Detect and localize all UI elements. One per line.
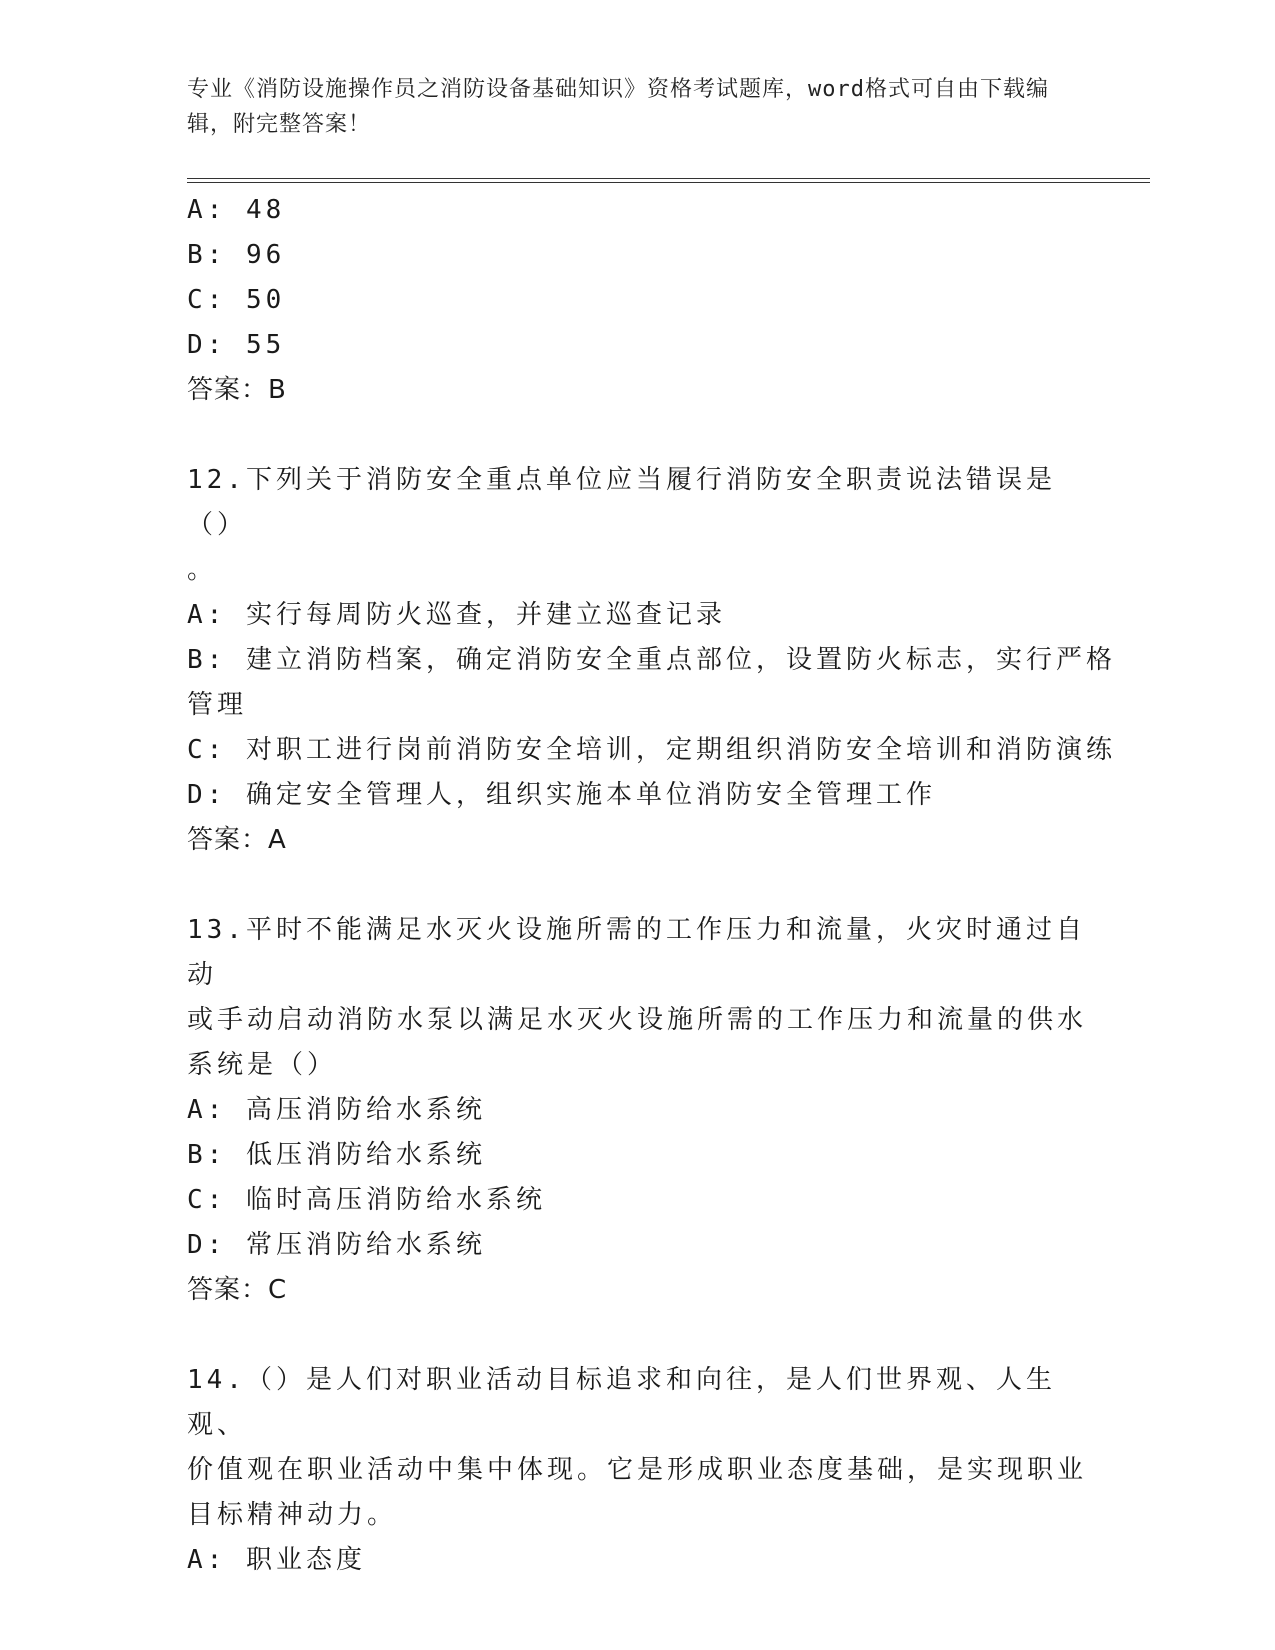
- option-c: C: 对职工进行岗前消防安全培训，定期组织消防安全培训和消防演练: [187, 735, 1116, 765]
- answer-line: 答案：B: [187, 375, 287, 405]
- question-stem: 12.下列关于消防安全重点单位应当履行消防安全职责说法错误是（）: [187, 465, 1056, 540]
- option-d: D: 55: [187, 330, 286, 360]
- question-11: [187, 188, 1087, 413]
- option-d: D: 确定安全管理人，组织实施本单位消防安全管理工作: [187, 780, 936, 810]
- option-b: B: 96: [187, 240, 286, 270]
- header-rule-bottom: [187, 182, 1150, 183]
- answer-line: 答案：C: [187, 1275, 288, 1305]
- page-header: 专业《消防设施操作员之消防设备基础知识》资格考试题库，word格式可自由下载编辑，附完整答案！: [187, 77, 1049, 137]
- answer-line: 答案：A: [187, 825, 287, 855]
- option-b-continued: 管理: [187, 690, 248, 720]
- option-b: B: 建立消防档案，确定消防安全重点部位，设置防火标志，实行严格: [187, 645, 1116, 675]
- option-b: B: 低压消防给水系统: [187, 1140, 486, 1170]
- question-stem-continued: 。: [187, 555, 218, 585]
- question-list: [187, 188, 1116, 1583]
- question-stem-continued: 价值观在职业活动中集中体现。它是形成职业态度基础，是实现职业: [187, 1455, 1088, 1485]
- option-a: A: 职业态度: [187, 1545, 366, 1575]
- option-c: C: 50: [187, 285, 286, 315]
- question-stem-continued: 或手动启动消防水泵以满足水灭火设施所需的工作压力和流量的供水: [187, 1005, 1088, 1035]
- option-a: A: 高压消防给水系统: [187, 1095, 486, 1125]
- question-stem-continued: 目标精神动力。: [187, 1500, 398, 1530]
- question-13: [187, 908, 1087, 1313]
- header-rule-top: [187, 178, 1150, 179]
- option-a: A: 实行每周防火巡查，并建立巡查记录: [187, 600, 726, 630]
- question-stem: 13.平时不能满足水灭火设施所需的工作压力和流量，火灾时通过自动: [187, 915, 1086, 990]
- question-12: [187, 458, 1116, 863]
- option-c: C: 临时高压消防给水系统: [187, 1185, 546, 1215]
- question-stem: 14.（）是人们对职业活动目标追求和向往，是人们世界观、人生观、: [187, 1365, 1056, 1440]
- option-a: A: 48: [187, 195, 286, 225]
- option-d: D: 常压消防给水系统: [187, 1230, 486, 1260]
- question-14: [187, 1358, 1087, 1583]
- question-stem-continued: 系统是（）: [187, 1050, 338, 1080]
